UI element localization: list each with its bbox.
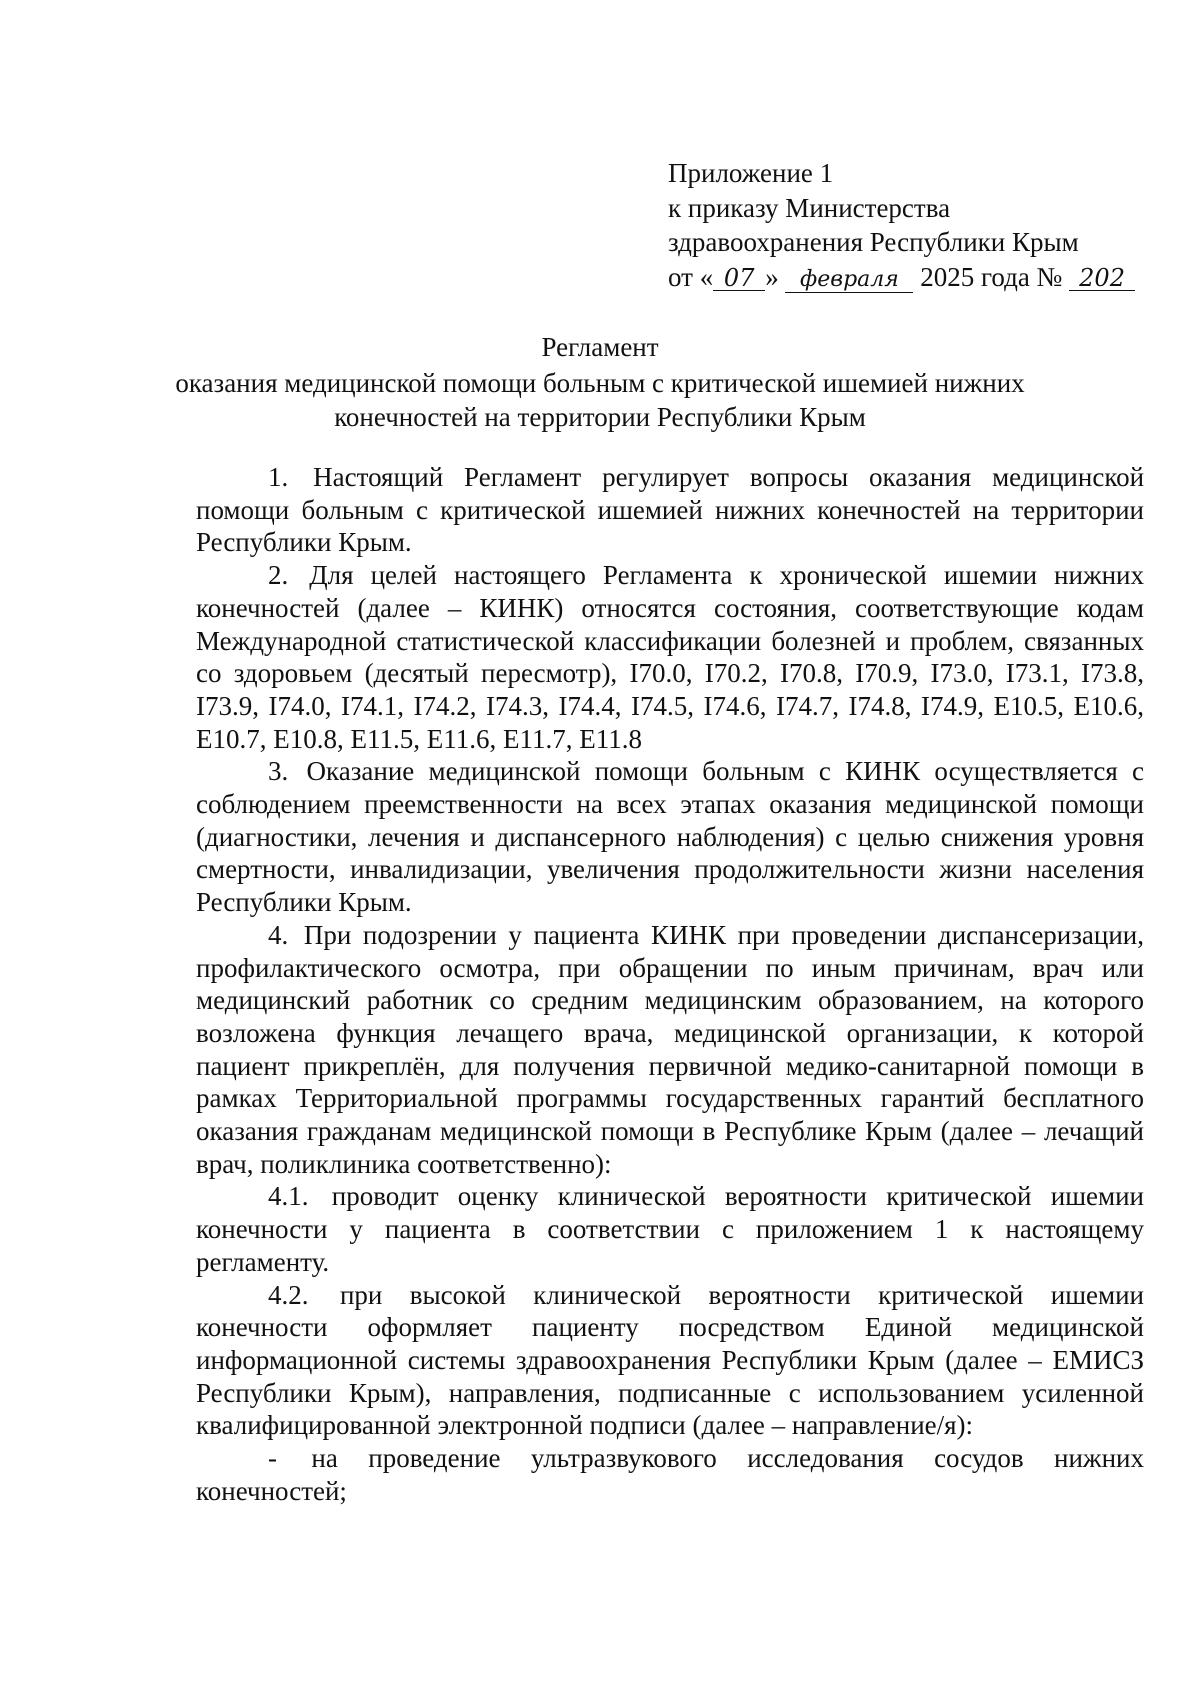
document-body (196, 461, 1144, 1508)
appendix-line-1: Приложение 1 (668, 158, 834, 188)
title-subtitle: оказания медицинской помощи больным с критической ишемией нижних конечностей на территории Республики Крым (175, 368, 1025, 432)
paragraph-number: 3. (268, 756, 289, 787)
document-title (140, 330, 1060, 434)
paragraph-text: При подозрении у пациента КИНК при проведении диспансеризации, профилактического осмотра, при обращении по иным причинам, врач или медицинский работник со средним медицинским образованием, на которого возложена функция лечащего врача, медицинской организации, к которой пациент прикреплён, для получения первичной медико-санитарной помощи в рамках Территориальной программы государственных гарантий бесплатного оказания гражданам медицинской помощи в Республике Крым (далее – лечащий врач, поликлиника соответственно): (196, 919, 1144, 1179)
date-prefix: от « (668, 261, 714, 292)
paragraph-text: Настоящий Регламент регулирует вопросы оказания медицинской помощи больным с критической ишемией нижних конечностей на территории Республики Крым. (196, 462, 1145, 558)
handwritten-month: февраля (785, 268, 913, 293)
list-dash: - (268, 1443, 277, 1474)
appendix-line-3: здравоохранения Республики Крым (668, 227, 1079, 257)
paragraph-number: 4. (268, 919, 289, 950)
appendix-header (668, 156, 1135, 294)
appendix-line-2: к приказу Министерства (668, 192, 951, 223)
paragraph-number: 4.2. (268, 1279, 309, 1310)
paragraph-text: на проведение ультразвукового исследования сосудов нижних конечностей; (196, 1443, 1144, 1506)
paragraph-list-item (196, 1442, 1144, 1507)
title-main: Регламент (541, 332, 659, 362)
appendix-date-line (668, 260, 1135, 295)
paragraph-text: проводит оценку клинической вероятности критической ишемии конечности у пациента в соответствии с приложением 1 к настоящему регламенту. (196, 1181, 1145, 1277)
handwritten-order-number: 202 (1069, 266, 1135, 291)
paragraph-number: 2. (268, 560, 289, 591)
paragraph-4 (196, 919, 1144, 1181)
handwritten-day: 07 (713, 266, 765, 291)
paragraph-4-2 (196, 1279, 1144, 1443)
paragraph-number: 4.1. (268, 1181, 309, 1212)
paragraph-text: Оказание медицинской помощи больным с КИНК осуществляется с соблюдением преемственности на всех этапах оказания медицинской помощи (диагностики, лечения и диспансерного наблюдения) с целью снижения уровня смертности, инвалидизации, увеличения продолжительности жизни населения Республики Крым. (196, 756, 1145, 918)
date-mid: » (765, 261, 779, 292)
paragraph-1 (196, 461, 1144, 559)
paragraph-4-1 (196, 1180, 1144, 1278)
paragraph-2 (196, 559, 1144, 755)
paragraph-number: 1. (268, 462, 289, 492)
paragraph-3 (196, 755, 1144, 919)
paragraph-text: Для целей настоящего Регламента к хронической ишемии нижних конечностей (далее – КИНК) относятся состояния, соответствующие кодам Международной статистической классификации болезней и проблем, связанных со здоровьем (десятый пересмотр), I70.0, I70.2, I70.8, I70.9, I73.0, I73.1, I73.8, I73.9, I74.0, I74.1, I74.2, I74.3, I74.4, I74.5, I74.6, I74.7, I74.8, I74.9, E10.5, E10.6, E10.7, E10.8, E11.5, E11.6, E11.7, E11.8 (196, 560, 1144, 754)
paragraph-text: при высокой клинической вероятности критической ишемии конечности оформляет пациенту посредством Единой медицинской информационной системы здравоохранения Республики Крым (далее – ЕМИСЗ Республики Крым), направления, подписанные с использованием усиленной квалифицированной электронной подписи (далее – направление/я): (196, 1279, 1144, 1441)
date-year-text: 2025 года № (920, 261, 1063, 292)
